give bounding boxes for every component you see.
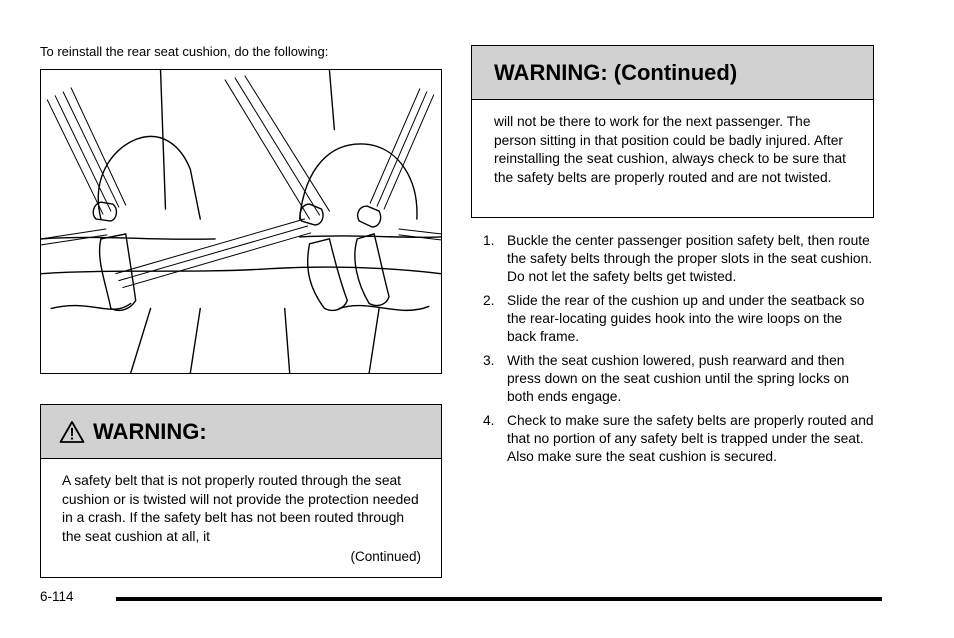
step-number: 1.	[483, 233, 495, 248]
footer-rule	[116, 597, 882, 601]
list-item	[483, 412, 875, 466]
warning-continued-box	[471, 45, 874, 218]
warning-continued-header	[472, 46, 873, 100]
step-number: 2.	[483, 293, 495, 308]
list-item	[483, 352, 875, 406]
step-text: Buckle the center passenger position safety belt, then route the safety belts through the proper slots in the seat cushion. Do not let the safety belts get twisted.	[507, 233, 873, 284]
warning-header	[41, 405, 441, 459]
warning-continued-body: will not be there to work for the next passenger. The person sitting in that position could be badly injured. After reinstalling the seat cushion, always check to be sure that the safety belts are properly routed and are not twisted.	[494, 114, 847, 185]
step-text: Check to make sure the safety belts are properly routed and that no portion of any safety belt is trapped under the seat. Also make sure the seat cushion is secured.	[507, 413, 874, 464]
alert-triangle-icon	[59, 420, 85, 444]
warning-body	[41, 459, 441, 567]
step-text: Slide the rear of the cushion up and under the seatback so the rear-locating guides hook into the wire loops on the back frame.	[507, 293, 865, 344]
intro-text: To reinstall the rear seat cushion, do the following:	[40, 44, 329, 59]
step-number: 3.	[483, 353, 495, 368]
instruction-steps	[483, 232, 875, 472]
warning-box	[40, 404, 442, 578]
list-item	[483, 292, 875, 346]
list-item	[483, 232, 875, 286]
step-text: With the seat cushion lowered, push rearward and then press down on the seat cushion until the spring locks on both ends engage.	[507, 353, 850, 404]
continued-label: (Continued)	[350, 549, 421, 565]
seat-cushion-illustration	[40, 69, 442, 374]
warning-continued-title: WARNING: (Continued)	[494, 59, 738, 85]
warning-title: WARNING:	[93, 418, 207, 444]
step-number: 4.	[483, 413, 495, 428]
page-number: 6-114	[40, 589, 74, 604]
warning-text: A safety belt that is not properly routed through the seat cushion or is twisted will not provide the protection needed in a crash. If the safety belt has not been routed through the seat cushion at all, it	[62, 473, 419, 544]
